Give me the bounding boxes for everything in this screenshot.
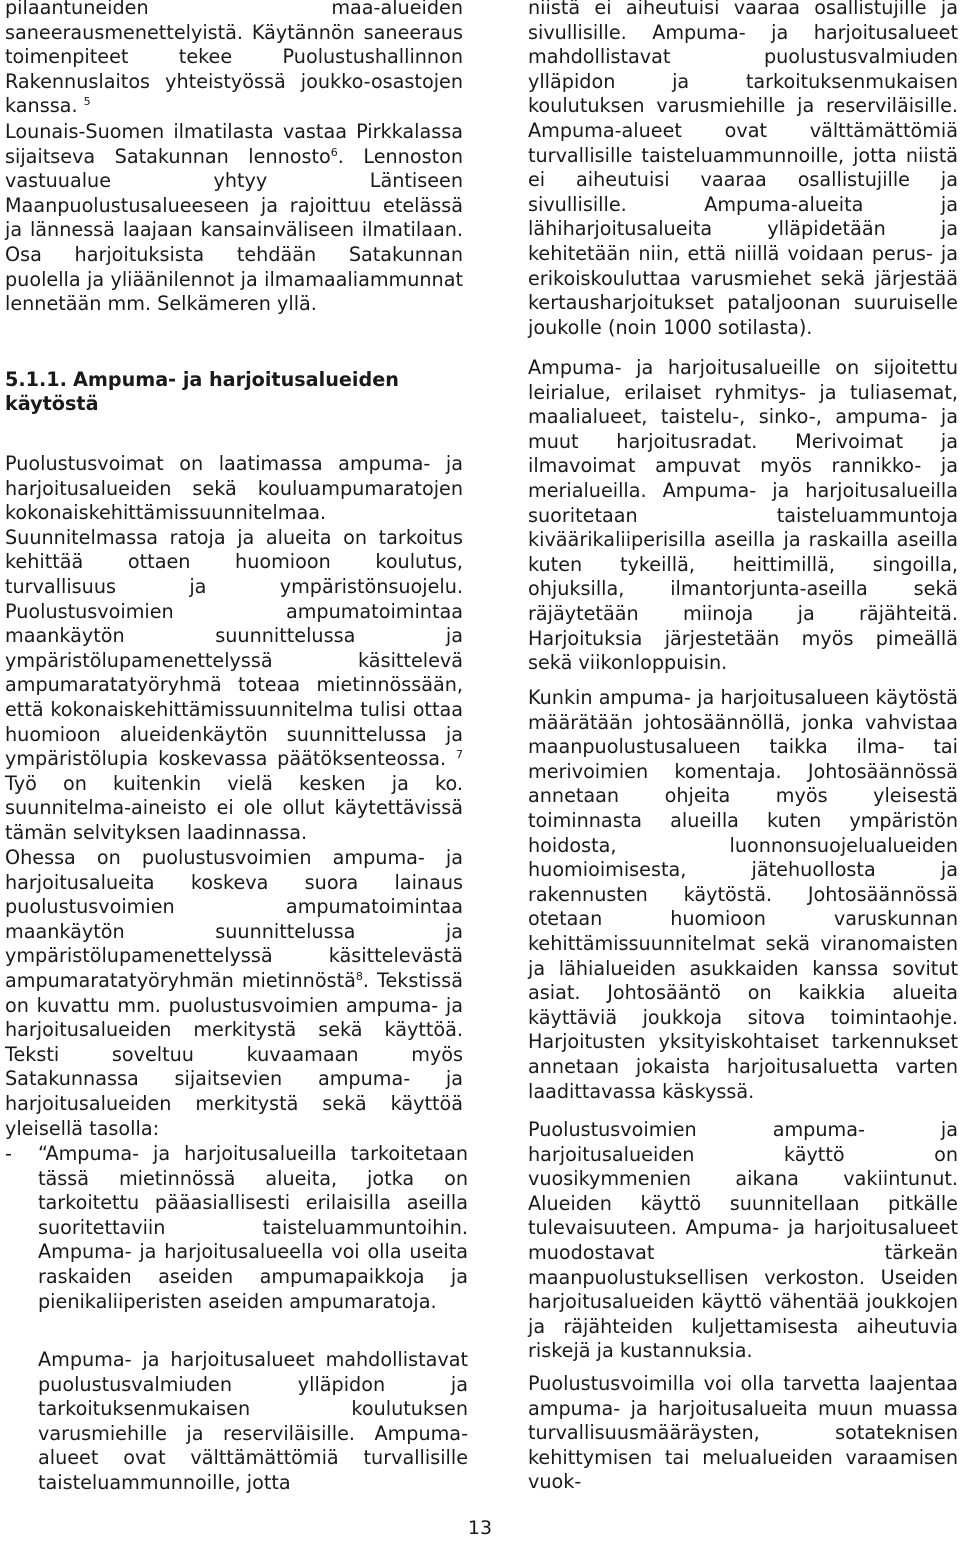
section-number: 5.1.1. xyxy=(5,368,67,391)
paragraph: niistä ei aiheutuisi vaaraa osallistujille ja sivullisille. Ampuma- ja harjoitusalueet mahdollistavat puolustusvalmiuden ylläpidon ja tarkoituksenmukaisen koulutuksen varusmiehille ja reserviläisille. Ampuma-alueet ovat välttämättömiä turvallisille taisteluammunnoille, jotta niistä ei aiheutuisi vaaraa osallistujille ja sivullisille. Ampuma-alueita ja lähiharjoitusalueita ylläpidetään ja kehitetään niin, että niillä voidaan perus- ja erikoiskouluttaa varusmiehet sekä järjestää kertausharjoitukset pataljoonan suuruiselle joukolle (noin 1000 sotilasta). xyxy=(528,0,958,339)
footnote-ref: 6 xyxy=(330,145,338,159)
quote-paragraph: Ampuma- ja harjoitusalueet mahdollistavat puolustusvalmiuden ylläpidon ja tarkoituksenmukaisen koulutuksen varusmiehille ja reserviläisille. Ampuma-alueet ovat välttämättömiä turvallisille taisteluammunnoille, jotta xyxy=(38,1348,468,1494)
section-title: Ampuma- ja harjoitusalueiden käytöstä xyxy=(5,368,399,415)
footnote-ref: 7 xyxy=(456,748,463,762)
footnote-ref: 5 xyxy=(83,95,91,109)
footnote-ref: 8 xyxy=(355,969,363,983)
paragraph-text: . Lennoston vastuualue yhtyy Läntiseen Maanpuolustusalueeseen ja rajoittuu etelässä ja lännessä laajaan kansainväliseen ilmatilaan. Osa harjoituksista tehdään Satakunnan puolella ja yliäänilennot ja ilmamaaliammunnat lennetään mm. Selkämeren yllä. xyxy=(5,144,463,316)
right-column xyxy=(528,0,958,1494)
paragraph-text: . Tekstissä on kuvattu mm. puolustusvoimien ampuma- ja harjoitusalueiden merkitystä sekä käyttöä. Teksti soveltuu kuvaamaan myös Satakunnassa sijaitsevien ampuma- ja harjoitusalueiden merkitystä sekä käyttöä yleisellä tasolla: xyxy=(5,968,463,1140)
paragraph-text: Lounais-Suomen ilmatilasta vastaa Pirkkalassa sijaitseva Satakunnan lennosto xyxy=(5,120,463,168)
paragraph-text: Ohessa on puolustusvoimien ampuma- ja harjoitusalueita koskeva suora lainaus puolustusvoimien ampumatoimintaa maankäytön suunnittelussa ja ympäristölupamenettelyssä käsittelevästä ampumaratatyöryhmän mietinnöstä xyxy=(5,846,463,992)
quote-paragraph: “Ampuma- ja harjoitusalueilla tarkoitetaan tässä mietinnössä alueita, jotka on tarkoitettu pääasiallisesti erilaisilla aseilla suoritettaviin taisteluammuntoihin. Ampuma- ja harjoitusalueella voi olla useita raskaiden aseiden ampumapaikkoja ja pienikaliiperisten aseiden ampumaratoja. xyxy=(38,1142,468,1313)
paragraph-text: Puolustusvoimat on laatimassa ampuma- ja harjoitusalueiden sekä kouluampumaratojen kokonaiskehittämissuunnitelmaa. Suunnitelmassa ratoja ja alueita on tarkoitus kehittää ottaen huomioon koulutus, turvallisuus ja ympäristönsuojelu. Puolustusvoimien ampumatoimintaa maankäytön suunnittelussa ja ympäristölupamenettelyssä käsittelevä ampumaratatyöryhmä toteaa mietinnössään, että kokonaiskehittämissuunnitelma tulisi ottaa huomioon alueidenkäytön suunnittelussa ja ympäristölupia koskevassa päätöksenteossa. xyxy=(5,452,463,771)
paragraph-text: Työ on kuitenkin vielä kesken ja ko. suunnitelma-aineisto ei ole ollut käytettävissä tämän selvityksen laadinnassa. xyxy=(5,771,463,844)
paragraph: Ampuma- ja harjoitusalueille on sijoitettu leirialue, erilaiset ryhmitys- ja tuliasemat, maalialueet, taistelu-, sinko-, ampuma- ja muut harjoitusradat. Merivoimat ja ilmavoimat ampuvat myös rannikko- ja merialueilla. Ampuma- ja harjoitusalueilla suoritetaan taisteluammuntoja kiväärikaliiperisilla aseilla ja raskailla aseilla kuten tykeillä, heittimillä, singoilla, ohjuksilla, ilmantorjunta-aseilla sekä räjäytetään miinoja ja räjähteitä. Harjoituksia järjestetään myös pimeällä sekä viikonloppuisin. xyxy=(528,356,958,675)
paragraph-text: pilaantuneiden maa-alueiden saneerausmenettelyistä. Käytännön saneeraus toimenpiteet tekee Puolustushallinnon Rakennuslaitos yhteistyössä joukko-osastojen kanssa. xyxy=(5,0,463,118)
page-number: 13 xyxy=(467,1517,493,1539)
paragraph: Puolustusvoimien ampuma- ja harjoitusalueiden käyttö on vuosikymmenien aikana vakiintunut. Alueiden käyttö suunnitellaan pitkälle tulevaisuuteen. Ampuma- ja harjoitusalueet muodostavat tärkeän maanpuolustuksellisen verkoston. Useiden harjoitusalueiden käyttö vähentää joukkojen ja räjähteiden kuljettamisesta aiheutuvia riskejä ja kustannuksia. xyxy=(528,1118,958,1363)
list-dash: - xyxy=(5,1142,12,1165)
paragraph: Kunkin ampuma- ja harjoitusalueen käytöstä määrätään johtosäännöllä, jonka vahvistaa maanpuolustusalueen taikka ilma- tai merivoimien komentaja. Johtosäännössä annetaan ohjeita myös yleisestä toiminnasta alueilla kuten ympäristön hoidosta, luonnonsuojelualueiden huomioimisesta, jätehuollosta ja rakennusten käytöstä. Johtosäännössä otetaan huomioon varuskunnan kehittämissuunnitelmat sekä viranomaisten ja lähialueiden asukkaiden kanssa sovitut asiat. Johtosääntö on kaikkia alueita käyttäviä joukkoja sitova toimintaohje. Harjoitusten yksityiskohtaiset tarkennukset annetaan jokaista harjoitusaluetta varten laadittavassa käskyssä. xyxy=(528,686,958,1103)
paragraph xyxy=(5,846,463,1141)
paragraph xyxy=(5,452,463,846)
paragraph: Puolustusvoimilla voi olla tarvetta laajentaa ampuma- ja harjoitusalueita muun muassa turvallisuusmääräysten, sotateknisen kehittymisen tai melualueiden varaamisen vuok- xyxy=(528,1372,958,1494)
